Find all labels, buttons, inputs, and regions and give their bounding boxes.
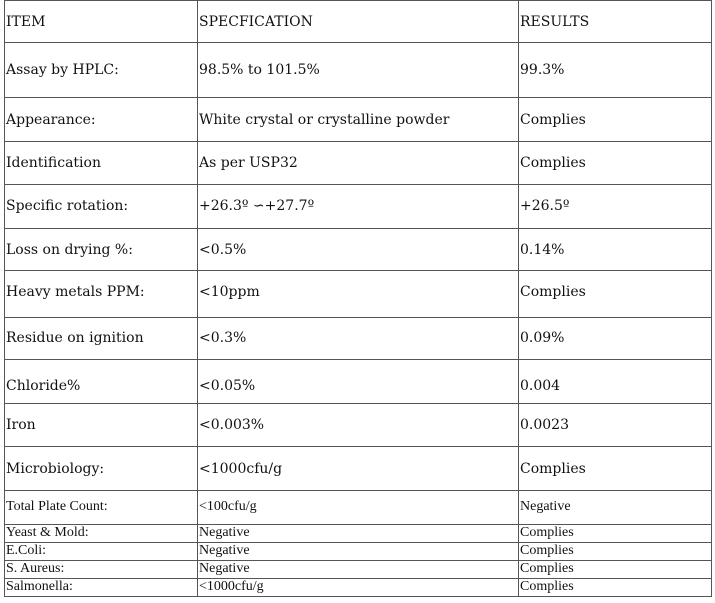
table-row: [5, 98, 712, 141]
result-cell: Complies: [519, 271, 712, 317]
item-cell: Iron: [5, 403, 198, 446]
micro-row: [5, 524, 712, 542]
table-row: [5, 271, 712, 317]
spec-cell: +26.3º ∽+27.7º: [198, 184, 519, 228]
spec-cell: <1000cfu/g: [198, 447, 519, 491]
table-header-row: [5, 1, 712, 43]
table-row: [5, 317, 712, 359]
micro-item-cell: E.Coli:: [5, 542, 198, 560]
spec-cell: <0.003%: [198, 403, 519, 446]
micro-result-cell: Complies: [519, 560, 712, 578]
table-row: [5, 491, 712, 524]
item-cell: Identification: [5, 141, 198, 184]
table-row: [5, 184, 712, 228]
header-results: RESULTS: [519, 1, 712, 43]
item-cell: Microbiology:: [5, 447, 198, 491]
item-cell: Specific rotation:: [5, 184, 198, 228]
item-cell: Total Plate Count:: [5, 491, 198, 524]
result-cell: 0.0023: [519, 403, 712, 446]
micro-result-cell: Complies: [519, 578, 712, 596]
result-cell: 0.14%: [519, 229, 712, 271]
spec-cell: White crystal or crystalline powder: [198, 98, 519, 141]
item-cell: Appearance:: [5, 98, 198, 141]
micro-result-cell: Complies: [519, 542, 712, 560]
specification-table: [4, 0, 712, 597]
result-cell: 0.09%: [519, 317, 712, 359]
micro-spec-cell: Negative: [198, 560, 519, 578]
micro-row: [5, 578, 712, 596]
table-row: [5, 141, 712, 184]
micro-spec-cell: Negative: [198, 524, 519, 542]
spec-cell: <0.3%: [198, 317, 519, 359]
header-item: ITEM: [5, 1, 198, 43]
table-row: [5, 403, 712, 446]
micro-spec-cell: <1000cfu/g: [198, 578, 519, 596]
item-cell: Chloride%: [5, 359, 198, 403]
result-cell: 0.004: [519, 359, 712, 403]
micro-item-cell: Yeast & Mold:: [5, 524, 198, 542]
table-row: [5, 359, 712, 403]
micro-result-cell: Complies: [519, 524, 712, 542]
micro-item-cell: S. Aureus:: [5, 560, 198, 578]
result-cell: Negative: [519, 491, 712, 524]
result-cell: Complies: [519, 141, 712, 184]
spec-cell: 98.5% to 101.5%: [198, 43, 519, 98]
header-spec: SPECFICATION: [198, 1, 519, 43]
micro-row: [5, 542, 712, 560]
table-row: [5, 447, 712, 491]
spec-cell: <0.05%: [198, 359, 519, 403]
result-cell: Complies: [519, 98, 712, 141]
micro-row: [5, 560, 712, 578]
result-cell: 99.3%: [519, 43, 712, 98]
item-cell: Heavy metals PPM:: [5, 271, 198, 317]
table-row: [5, 229, 712, 271]
spec-cell: As per USP32: [198, 141, 519, 184]
item-cell: Assay by HPLC:: [5, 43, 198, 98]
item-cell: Residue on ignition: [5, 317, 198, 359]
spec-cell: <100cfu/g: [198, 491, 519, 524]
item-cell: Loss on drying %:: [5, 229, 198, 271]
table-row: [5, 43, 712, 98]
spec-cell: <0.5%: [198, 229, 519, 271]
micro-item-cell: Salmonella:: [5, 578, 198, 596]
micro-spec-cell: Negative: [198, 542, 519, 560]
result-cell: Complies: [519, 447, 712, 491]
spec-cell: <10ppm: [198, 271, 519, 317]
result-cell: +26.5º: [519, 184, 712, 228]
